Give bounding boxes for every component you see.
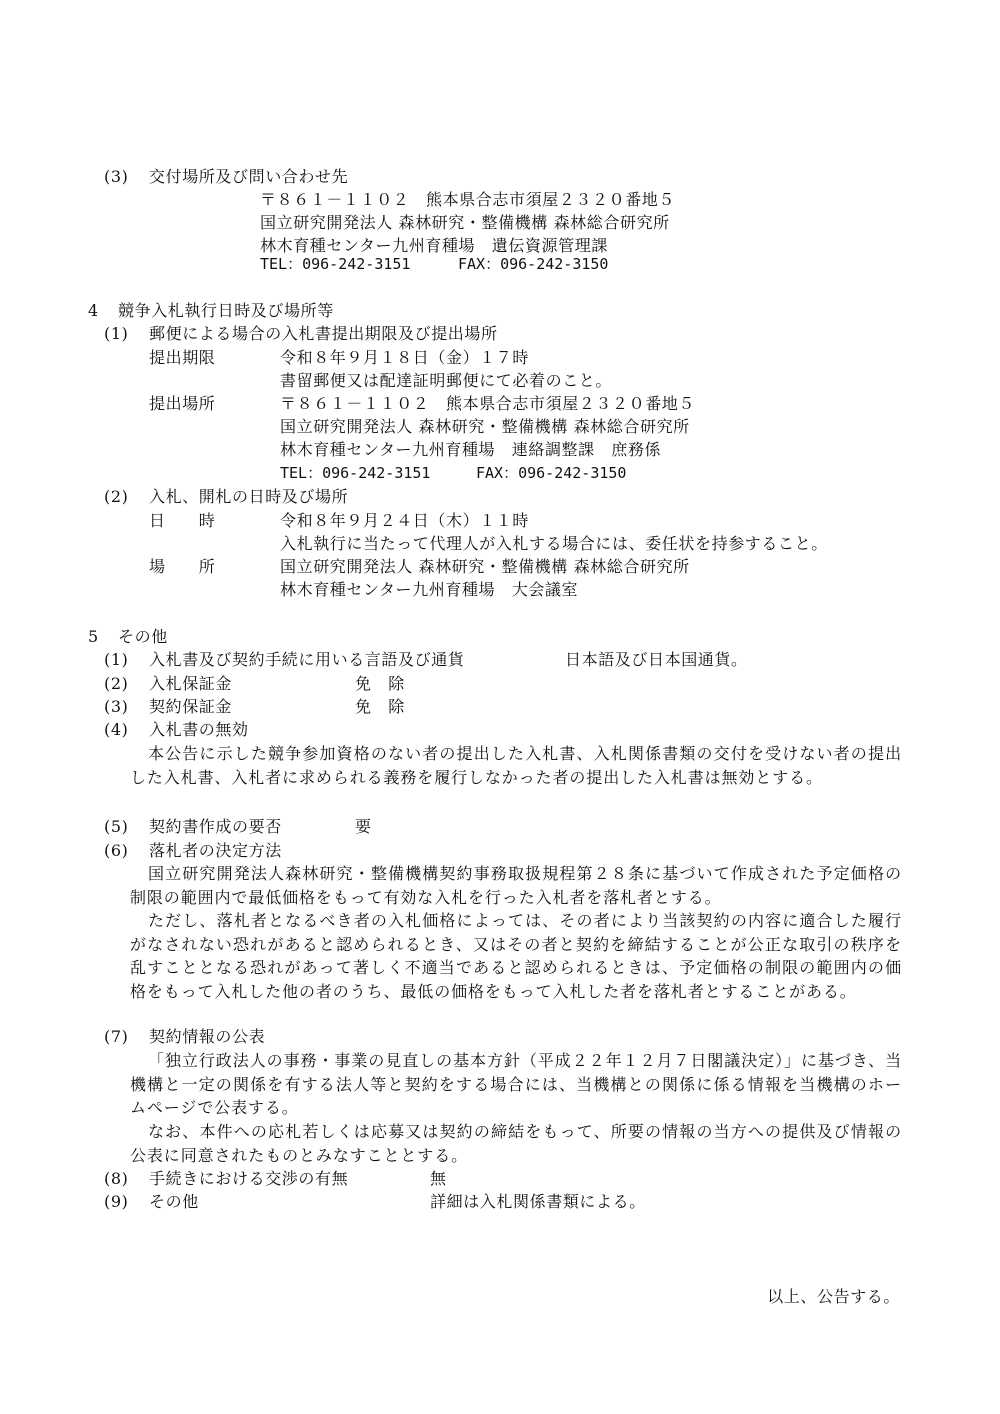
paragraph: 国立研究開発法人森林研究・整備機構契約事務取扱規程第２８条に基づいて作成された予定価格の制限の範囲内で最低価格をもって有効な入札を行った入札者を落札者とする。: [130, 864, 902, 907]
item-title: 入札、開札の日時及び場所: [149, 487, 349, 506]
section-number: 5: [88, 627, 99, 646]
item-title: 郵便による場合の入札書提出期限及び提出場所: [149, 324, 498, 343]
item-number: (5): [104, 817, 129, 836]
place-label: 提出場所: [149, 394, 216, 413]
department: 林木育種センター九州育種場 遺伝資源管理課: [260, 236, 608, 255]
item-number: (8): [104, 1169, 129, 1188]
department: 林木育種センター九州育種場 連絡調整課 庶務係: [280, 440, 662, 459]
item-number: (2): [104, 487, 129, 506]
item-value: 要: [355, 817, 372, 836]
date-label: 日 時: [149, 511, 216, 530]
paragraph: なお、本件への応札若しくは応募又は契約の締結をもって、所要の情報の当方への提供及び情報の公表に同意されたものとみなすこととする。: [130, 1122, 902, 1165]
organization: 国立研究開発法人 森林研究・整備機構 森林総合研究所: [280, 557, 690, 576]
item-label: その他: [149, 1192, 199, 1211]
closing-statement: 以上、公告する。: [767, 1287, 900, 1306]
item-number: (4): [104, 720, 129, 739]
place-label: 場 所: [149, 557, 216, 576]
fax: FAX：096-242-3150: [476, 464, 627, 482]
item-label: 落札者の決定方法: [149, 841, 282, 860]
item-number: (7): [104, 1027, 129, 1046]
organization: 国立研究開発法人 森林研究・整備機構 森林総合研究所: [260, 213, 670, 232]
item-number: (1): [104, 650, 129, 669]
item-value: 免 除: [355, 674, 405, 693]
date-note: 入札執行に当たって代理人が入札する場合には、委任状を持参すること。: [280, 534, 828, 553]
deadline-label: 提出期限: [149, 348, 216, 367]
item-value: 無: [430, 1169, 447, 1188]
section-title: その他: [118, 627, 168, 646]
item-label: 入札保証金: [149, 674, 233, 693]
item-value: 免 除: [355, 697, 405, 716]
item-label: 契約保証金: [149, 697, 233, 716]
item-title: 交付場所及び問い合わせ先: [149, 167, 349, 186]
deadline: 令和８年９月１８日（金）１７時: [280, 348, 530, 367]
tel: TEL：096-242-3151: [260, 255, 411, 273]
deadline-note: 書留郵便又は配達証明郵便にて必着のこと。: [280, 371, 613, 390]
item-label: 入札書の無効: [149, 720, 249, 739]
item-value: 日本語及び日本国通貨。: [565, 650, 748, 669]
item-number: (1): [104, 324, 129, 343]
item-number: (6): [104, 841, 129, 860]
paragraph: 「独立行政法人の事務・事業の見直しの基本方針（平成２２年１２月７日閣議決定）」に基づき、当機構と一定の関係を有する法人等と契約をする場合には、当機構との関係に係る情報を当機構のホームページで公表する。: [130, 1051, 902, 1117]
item-value: 詳細は入札関係書類による。: [430, 1192, 646, 1211]
item-number: (3): [104, 167, 129, 186]
item-label: 契約書作成の要否: [149, 817, 282, 836]
tel: TEL：096-242-3151: [280, 464, 431, 482]
section-number: 4: [88, 301, 99, 320]
item-label: 入札書及び契約手続に用いる言語及び通貨: [149, 650, 465, 669]
date: 令和８年９月２４日（木）１１時: [280, 511, 530, 530]
department: 林木育種センター九州育種場 大会議室: [280, 580, 579, 599]
item-number: (2): [104, 674, 129, 693]
address: 〒８６１－１１０２ 熊本県合志市須屋２３２０番地５: [280, 394, 696, 413]
paragraph: ただし、落札者となるべき者の入札価格によっては、その者により当該契約の内容に適合した履行がなされない恐れがあると認められるとき、又はその者と契約を締結することが公正な取引の秩序を乱すこととなる恐れがあって著しく不適当であると認められるときは、予定価格の制限の範囲内の価格をもって入札した他の者のうち、最低の価格をもって入札した者を落札者とすることがある。: [130, 911, 902, 1001]
fax: FAX：096-242-3150: [458, 255, 609, 273]
section-title: 競争入札執行日時及び場所等: [118, 301, 334, 320]
organization: 国立研究開発法人 森林研究・整備機構 森林総合研究所: [280, 417, 690, 436]
item-number: (9): [104, 1192, 129, 1211]
address: 〒８６１－１１０２ 熊本県合志市須屋２３２０番地５: [260, 190, 676, 209]
paragraph: 本公告に示した競争参加資格のない者の提出した入札書、入札関係書類の交付を受けない者の提出した入札書、入札者に求められる義務を履行しなかった者の提出した入札書は無効とする。: [130, 744, 902, 787]
item-label: 手続きにおける交渉の有無: [149, 1169, 349, 1188]
item-number: (3): [104, 697, 129, 716]
item-label: 契約情報の公表: [149, 1027, 266, 1046]
